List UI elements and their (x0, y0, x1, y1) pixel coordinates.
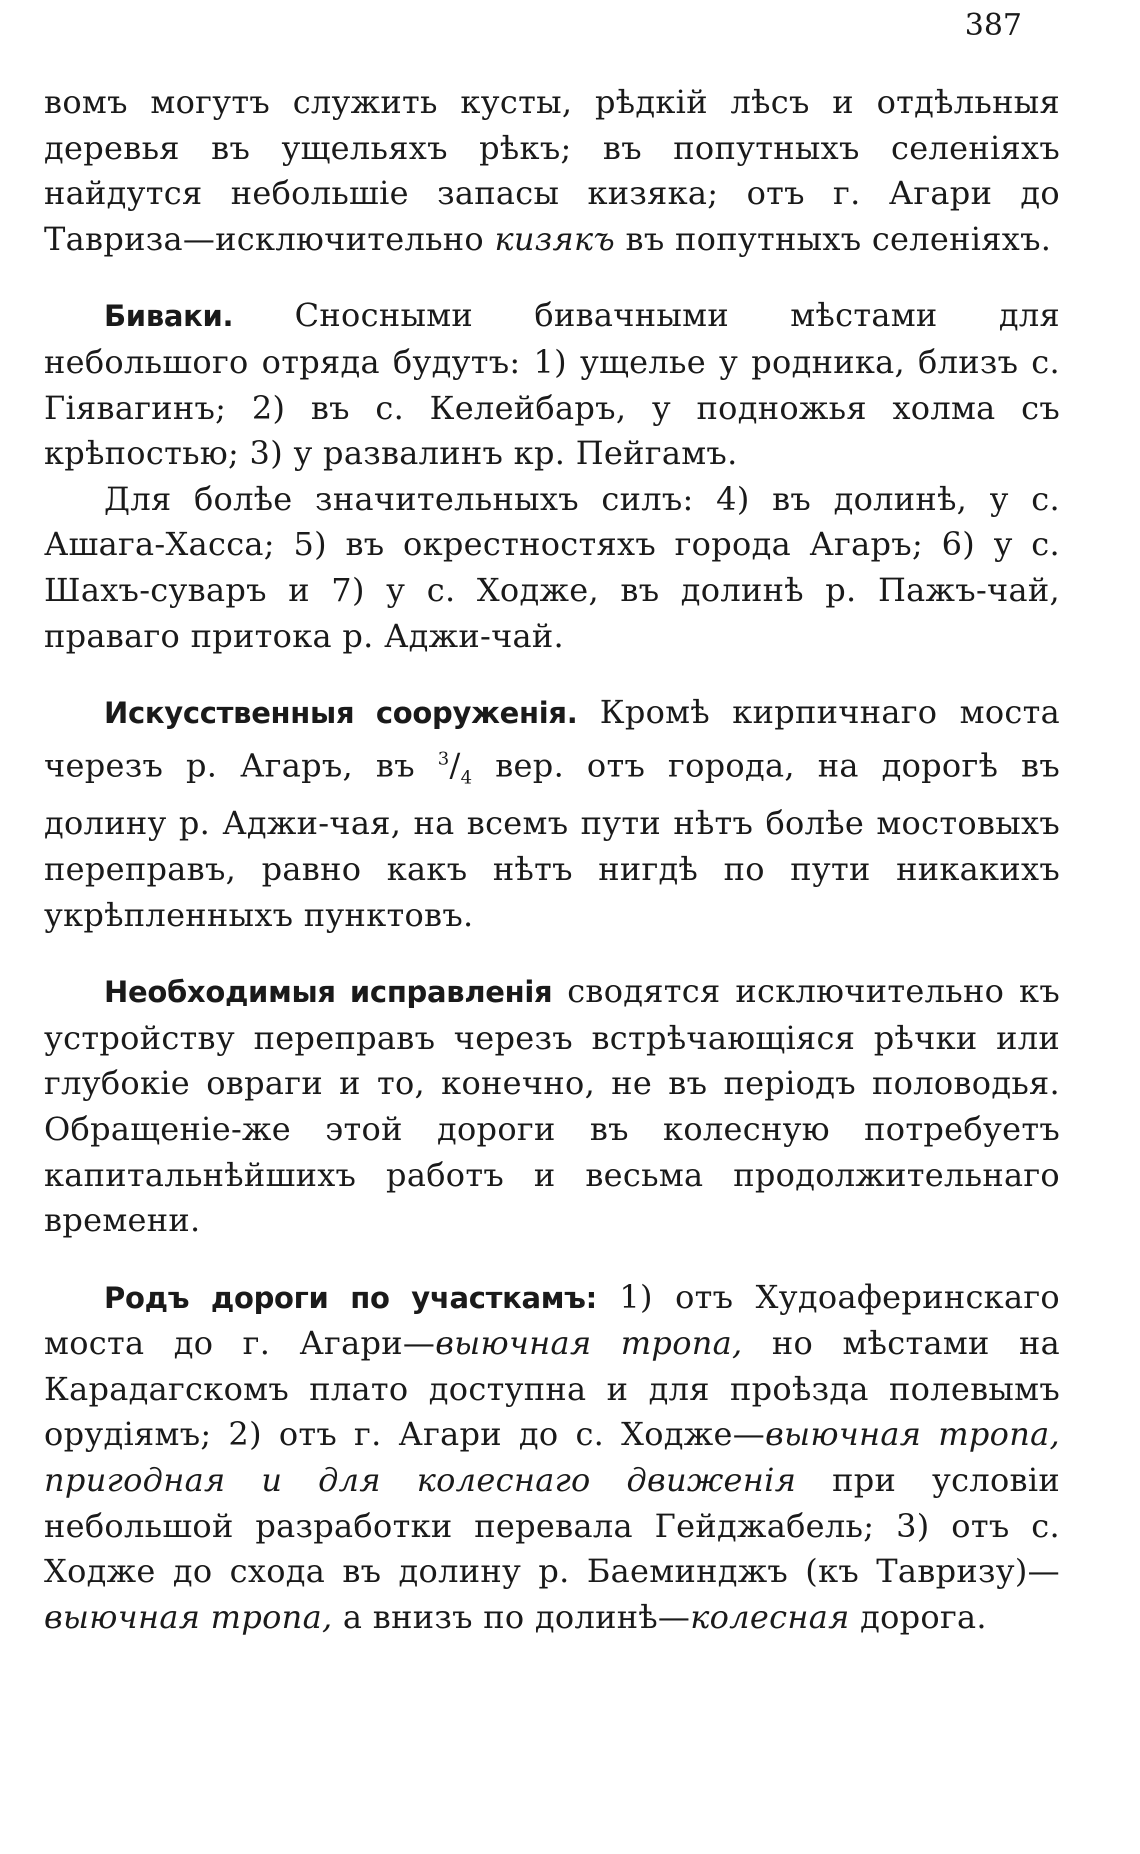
paragraph-fuel: вомъ могутъ служить кусты, рѣдкій лѣсъ и отдѣльныя деревья въ ущельяхъ рѣкъ; въ попутныхъ селеніяхъ найдутся небольшіе запасы кизяка; отъ г. Агари до Тавриза—исключительно кизякъ въ попутныхъ селеніяхъ. (44, 83, 1060, 258)
section-heading-structures: Искусственныя сооруженія. (104, 696, 578, 731)
section-heading-road-type: Родъ дороги по участкамъ: (104, 1280, 597, 1315)
paragraph-road-type: Родъ дороги по участкамъ: 1) отъ Худоаферинскаго моста до г. Агари—выючная тропа, но мѣстами на Карадагскомъ плато доступна и для проѣзда полевымъ орудіямъ; 2) отъ г. Агари до с. Ходже—выючная тропа, пригодная и для колеснаго движенія при условіи небольшой разработки перевала Гейджабель; 3) отъ с. Ходже до схода въ долину р. Баеминджъ (къ Тавризу)—выючная тропа, а внизъ по долинѣ—колесная дорога. (44, 1277, 1061, 1636)
paragraph-bivouacs-large-forces: Для болѣе значительныхъ силъ: 4) въ долинѣ, у с. Ашага-Хасса; 5) въ окрестностяхъ города Агаръ; 6) у с. Шахъ-суваръ и 7) у с. Ходже, въ долинѣ р. Пажъ-чай, праваго притока р. Аджи-чай. (44, 479, 1060, 655)
paragraph-corrections: Необходимыя исправленія сводятся исключительно къ устройству переправъ черезъ встрѣчающіяся рѣчки или глубокіе овраги и то, конечно, не въ періодъ половодья. Обращеніе-же этой дороги въ колесную потребуетъ капитальнѣйшихъ работъ и весьма продолжительнаго времени. (44, 972, 1060, 1240)
paragraph-structures: Искусственныя сооруженія. Кромѣ кирпичнаго моста черезъ р. Агаръ, въ $^3/_4$ вер. отъ города, на дорогѣ въ долину р. Аджи-чая, на всемъ пути нѣтъ болѣе мостовыхъ переправъ, равно какъ нѣтъ нигдѣ по пути никакихъ укрѣпленныхъ пунктовъ. (44, 693, 1061, 934)
page-number: 387 (964, 8, 1022, 43)
section-heading-bivouacs: Биваки. (104, 299, 234, 334)
section-heading-corrections: Необходимыя исправленія (104, 975, 553, 1010)
paragraph-bivouacs: Биваки. Сносными бивачными мѣстами для небольшого отряда будутъ: 1) ущелье у родника, близъ с. Гіявагинъ; 2) въ с. Келейбаръ, у подножья холма съ крѣпостью; 3) у развалинъ кр. Пейгамъ. (44, 296, 1060, 473)
fraction: $^3/_4$ (437, 746, 473, 789)
